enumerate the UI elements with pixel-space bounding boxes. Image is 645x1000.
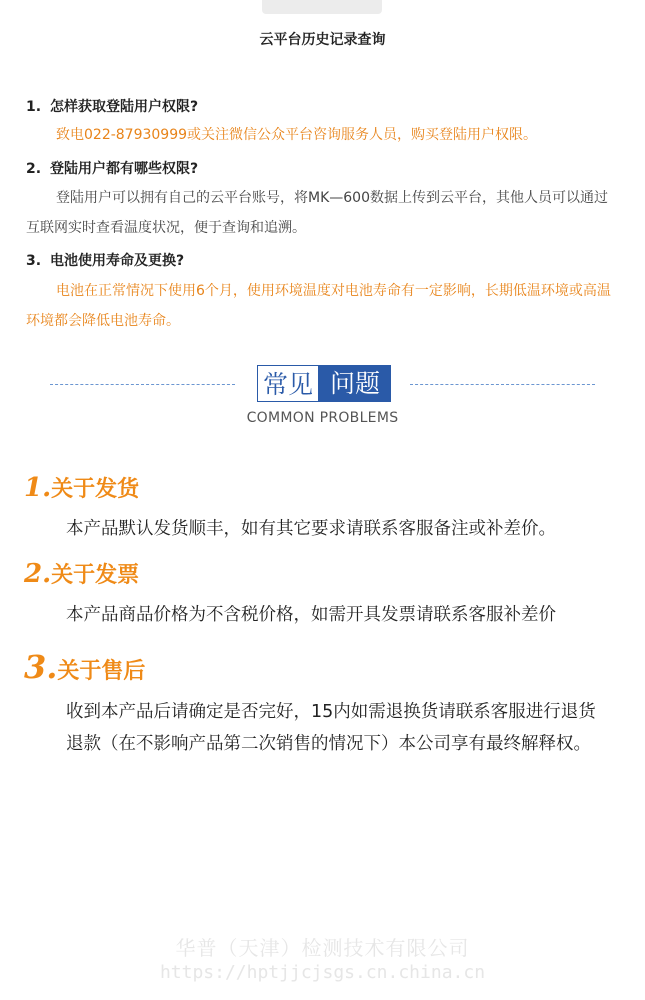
- common-problems-banner: [257, 365, 391, 402]
- section-body-1: 本产品默认发货顺丰，如有其它要求请联系客服备注或补差价。: [66, 519, 556, 539]
- section-body-2: 本产品商品价格为不含税价格，如需开具发票请联系客服补差价: [66, 605, 556, 625]
- banner-part-1: 常见: [257, 365, 319, 402]
- faq-answer-3: 电池在正常情况下使用6个月，使用环境温度对电池寿命有一定影响，长期低温环境或高温环境都会降低电池寿命。: [26, 283, 611, 329]
- banner-subtitle: COMMON PROBLEMS: [246, 410, 399, 426]
- page-title: 云平台历史记录查询: [259, 32, 386, 48]
- faq-question-text: 电池使用寿命及更换?: [50, 253, 185, 269]
- divider-right: [410, 384, 595, 385]
- watermark-url: https://hptjjcjsgs.cn.china.cn: [159, 962, 486, 983]
- banner-part-2: 问题: [319, 365, 391, 402]
- section-heading-1: [24, 472, 139, 503]
- section-body-3: 收到本产品后请确定是否完好，15内如需退换货请联系客服进行退货退款（在不影响产品第二次销售的情况下）本公司享有最终解释权。: [66, 702, 596, 754]
- faq-question-2: [26, 158, 198, 178]
- faq-question-text: 怎样获取登陆用户权限?: [50, 99, 199, 115]
- faq-answer-1: 致电022-87930999或关注微信公众平台咨询服务人员，购买登陆用户权限。: [56, 127, 538, 143]
- faq-answer-2: 登陆用户可以拥有自己的云平台账号，将MK—600数据上传到云平台，其他人员可以通过互联网实时查看温度状况，便于查询和追溯。: [26, 190, 608, 236]
- section-title: 关于发货: [51, 477, 140, 502]
- faq-question-text: 登陆用户都有哪些权限?: [50, 161, 199, 177]
- section-number: 3.: [24, 648, 58, 686]
- watermark-company: 华普（天津）检测技术有限公司: [175, 936, 470, 960]
- faq-number: 3.: [26, 253, 42, 269]
- section-title: 关于售后: [57, 659, 146, 684]
- faq-number: 2.: [26, 161, 42, 177]
- section-number: 1.: [24, 473, 52, 503]
- faq-number: 1.: [26, 99, 42, 115]
- top-tab-decoration: [262, 0, 382, 14]
- faq-question-1: [26, 96, 198, 116]
- divider-left: [50, 384, 235, 385]
- section-title: 关于发票: [51, 563, 140, 588]
- faq-question-3: [26, 250, 184, 270]
- section-heading-2: [24, 558, 139, 589]
- section-heading-3: [24, 648, 145, 686]
- section-number: 2.: [24, 559, 52, 589]
